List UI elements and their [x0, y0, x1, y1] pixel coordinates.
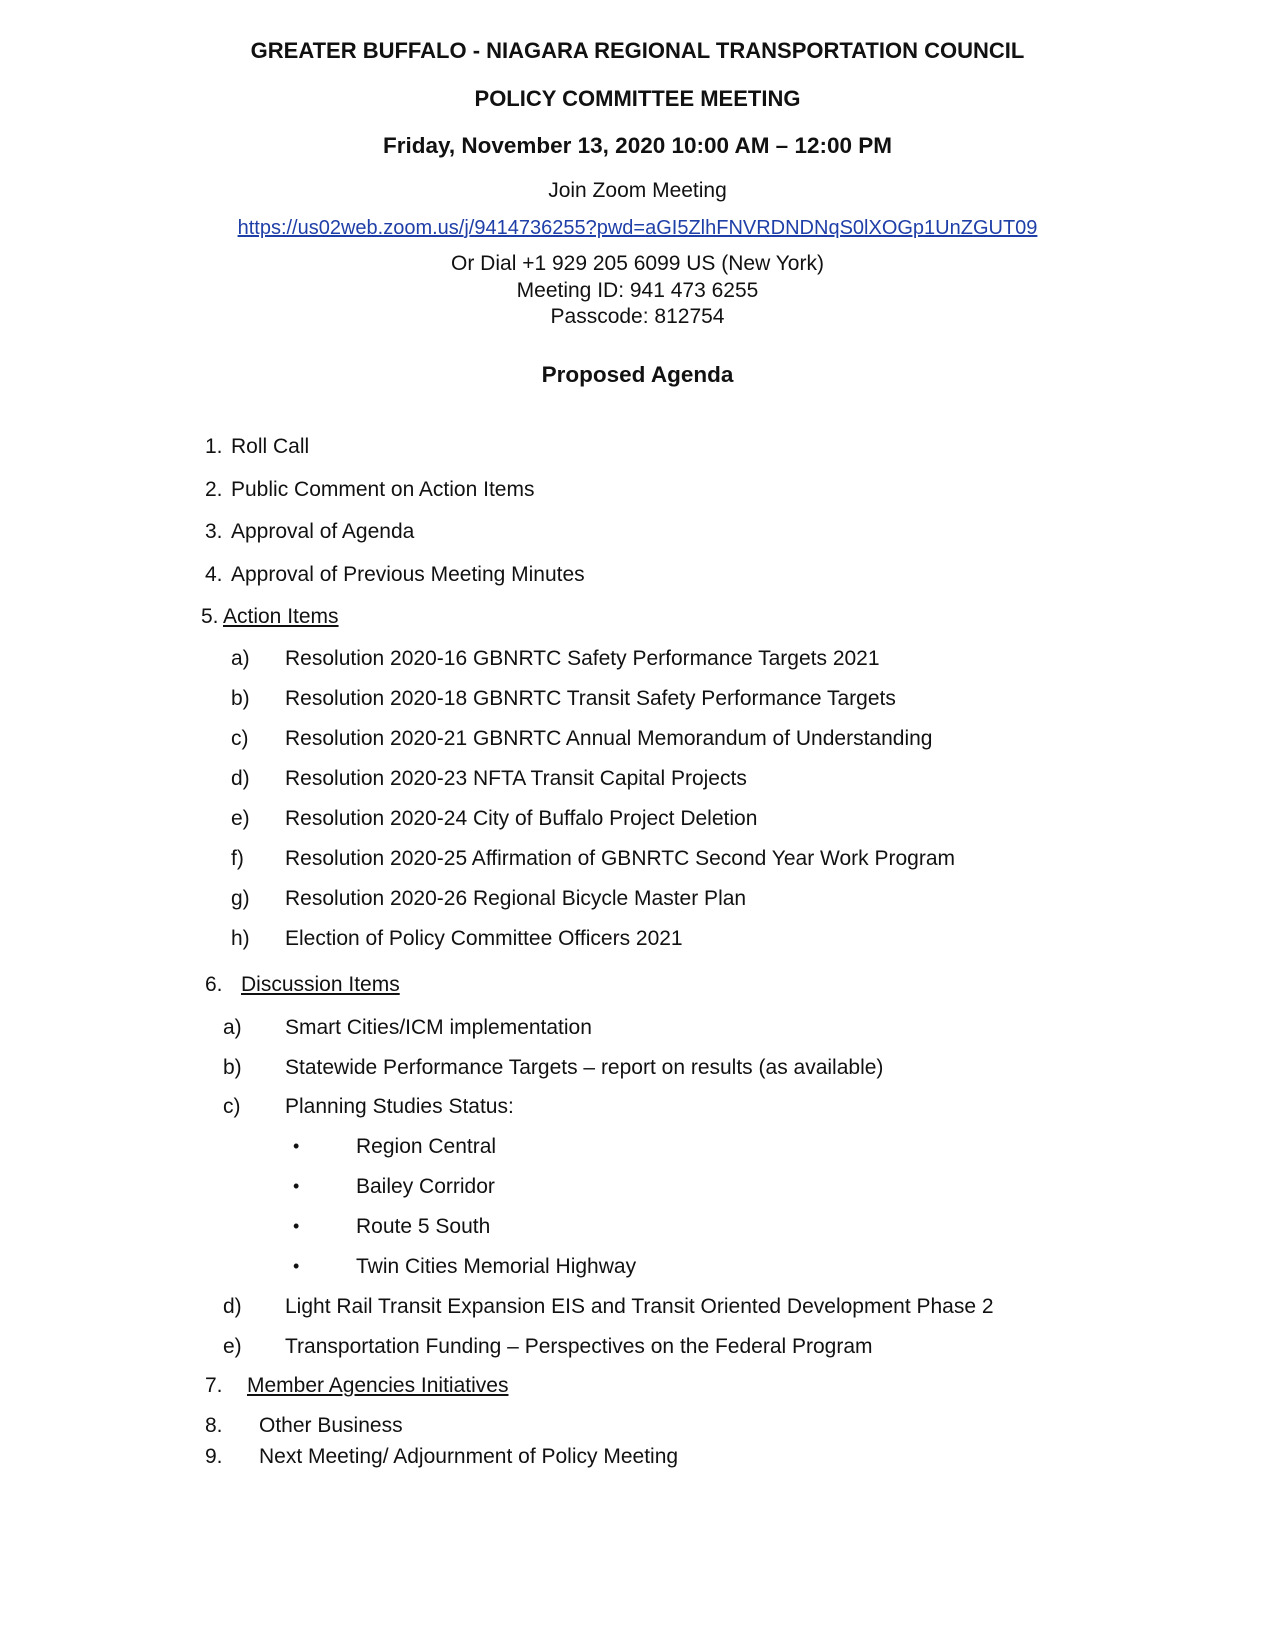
- agenda-item-text: Roll Call: [231, 435, 310, 458]
- discussion-item-text: Statewide Performance Targets – report on results (as available): [285, 1056, 884, 1079]
- meeting-id: Meeting ID: 941 473 6255: [516, 279, 759, 302]
- agenda-item-number: 2.: [205, 478, 223, 501]
- bullet-icon: •: [293, 1136, 300, 1156]
- action-item-label: h): [231, 927, 250, 950]
- zoom-link-wrapper: [0, 216, 1275, 240]
- meeting-title: POLICY COMMITTEE MEETING: [474, 86, 801, 111]
- action-item-text: Election of Policy Committee Officers 2021: [285, 927, 683, 950]
- member-agencies-heading: Member Agencies Initiatives: [247, 1374, 509, 1397]
- bullet-icon: •: [293, 1176, 300, 1196]
- bullet-icon: •: [293, 1216, 300, 1236]
- discussion-item-label: c): [223, 1095, 241, 1118]
- discussion-item-label: a): [223, 1016, 242, 1039]
- agenda-item-text: Approval of Previous Meeting Minutes: [231, 563, 585, 586]
- discussion-item-label: d): [223, 1295, 242, 1318]
- action-item-label: e): [231, 807, 250, 830]
- agenda-item-number: 8.: [205, 1414, 223, 1437]
- agenda-item-text: Other Business: [259, 1414, 403, 1437]
- action-item-label: f): [231, 847, 244, 870]
- discussion-item-label: e): [223, 1335, 242, 1358]
- bullet-icon: •: [293, 1256, 300, 1276]
- agenda-item-text: Public Comment on Action Items: [231, 478, 535, 501]
- planning-study-text: Twin Cities Memorial Highway: [356, 1255, 637, 1278]
- agenda-item-text: Next Meeting/ Adjournment of Policy Meeting: [259, 1445, 679, 1468]
- action-item-text: Resolution 2020-16 GBNRTC Safety Performance Targets 2021: [285, 647, 880, 670]
- action-item-label: g): [231, 887, 250, 910]
- action-item-text: Resolution 2020-26 Regional Bicycle Master Plan: [285, 887, 747, 910]
- discussion-item-text: Transportation Funding – Perspectives on the Federal Program: [285, 1335, 873, 1358]
- discussion-items-heading: Discussion Items: [241, 973, 400, 996]
- action-item-text: Resolution 2020-25 Affirmation of GBNRTC Second Year Work Program: [285, 847, 956, 870]
- action-item-text: Resolution 2020-18 GBNRTC Transit Safety Performance Targets: [285, 687, 896, 710]
- action-item-label: a): [231, 647, 250, 670]
- agenda-item-number: 9.: [205, 1445, 223, 1468]
- planning-study-text: Route 5 South: [356, 1215, 491, 1238]
- agenda-item-number: 6.: [205, 973, 223, 996]
- agenda-item-number: 7.: [205, 1374, 223, 1397]
- action-item-text: Resolution 2020-23 NFTA Transit Capital Projects: [285, 767, 747, 790]
- planning-study-text: Bailey Corridor: [356, 1175, 495, 1198]
- agenda-title: Proposed Agenda: [541, 362, 734, 387]
- action-item-text: Resolution 2020-21 GBNRTC Annual Memorandum of Understanding: [285, 727, 933, 750]
- passcode: Passcode: 812754: [550, 305, 725, 328]
- agenda-item-number: 5.: [201, 605, 219, 628]
- action-items-heading: Action Items: [223, 605, 339, 628]
- action-item-label: d): [231, 767, 250, 790]
- action-item-text: Resolution 2020-24 City of Buffalo Project Deletion: [285, 807, 758, 830]
- agenda-item-text: Approval of Agenda: [231, 520, 415, 543]
- agenda-item-number: 3.: [205, 520, 223, 543]
- org-title: GREATER BUFFALO - NIAGARA REGIONAL TRANSPORTATION COUNCIL: [250, 38, 1025, 63]
- discussion-item-label: b): [223, 1056, 242, 1079]
- dial-in-line: Or Dial +1 929 205 6099 US (New York): [451, 252, 824, 275]
- zoom-join-label: Join Zoom Meeting: [548, 179, 727, 202]
- discussion-item-text: Smart Cities/ICM implementation: [285, 1016, 592, 1039]
- discussion-item-text: Light Rail Transit Expansion EIS and Transit Oriented Development Phase 2: [285, 1295, 994, 1318]
- action-item-label: c): [231, 727, 249, 750]
- agenda-item-number: 1.: [205, 435, 223, 458]
- action-item-label: b): [231, 687, 250, 710]
- discussion-item-text: Planning Studies Status:: [285, 1095, 514, 1118]
- agenda-item-number: 4.: [205, 563, 223, 586]
- planning-study-text: Region Central: [356, 1135, 497, 1158]
- zoom-meeting-link[interactable]: https://us02web.zoom.us/j/9414736255?pwd=aGI5ZlhFNVRDNDNqS0lXOGp1UnZGUT09: [237, 217, 1038, 239]
- meeting-datetime: Friday, November 13, 2020 10:00 AM – 12:00 PM: [383, 133, 892, 158]
